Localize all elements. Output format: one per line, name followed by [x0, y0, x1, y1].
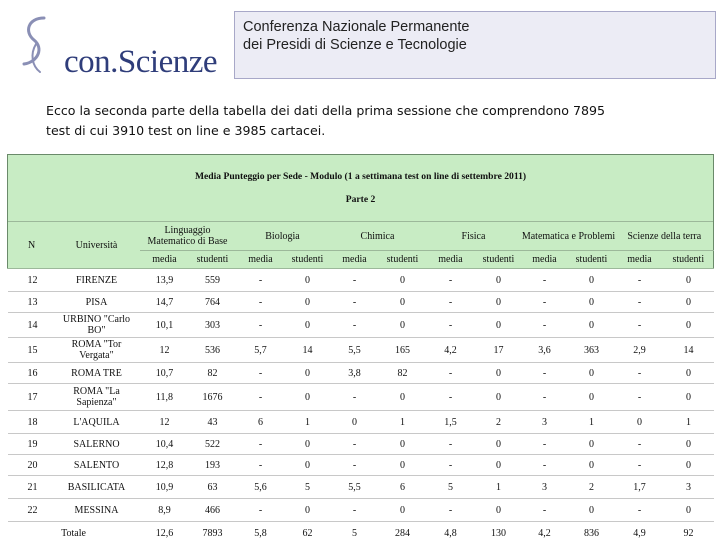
- cell-studenti: 14: [664, 338, 714, 363]
- cell-studenti: 0: [286, 363, 330, 384]
- cell-studenti: 165: [380, 338, 426, 363]
- table-row: [8, 476, 714, 499]
- logo-text: con.Scienze: [64, 44, 217, 81]
- cell-studenti: 1: [476, 476, 522, 499]
- results-table-container: [7, 154, 713, 544]
- table-title-row: [8, 155, 714, 222]
- intro-line-2: test di cui 3910 test on line e 3985 cartacei.: [46, 121, 666, 141]
- cell-studenti: 0: [568, 384, 616, 411]
- cell-studenti: 0: [286, 499, 330, 522]
- table-row: [8, 269, 714, 292]
- sub-header-studenti: studenti: [568, 251, 616, 269]
- cell-total-media: 4,8: [426, 522, 476, 544]
- table-total-row: [8, 522, 714, 544]
- cell-studenti: 0: [476, 434, 522, 455]
- cell-media: 6: [236, 411, 286, 434]
- cell-media: -: [236, 292, 286, 313]
- col-group-linguaggio: Linguaggio Matematico di Base: [140, 222, 236, 251]
- cell-media: 8,9: [140, 499, 190, 522]
- cell-studenti: 0: [286, 455, 330, 476]
- cell-total-media: 4,9: [616, 522, 664, 544]
- cell-studenti: 1: [380, 411, 426, 434]
- cell-studenti: 0: [568, 363, 616, 384]
- cell-n: 13: [8, 292, 54, 313]
- cell-studenti: 0: [286, 269, 330, 292]
- sub-header-studenti: studenti: [476, 251, 522, 269]
- cell-media: -: [616, 313, 664, 338]
- cell-studenti: 536: [190, 338, 236, 363]
- cell-studenti: 466: [190, 499, 236, 522]
- cell-studenti: 0: [476, 499, 522, 522]
- cell-media: -: [616, 363, 664, 384]
- cell-media: 10,7: [140, 363, 190, 384]
- cell-studenti: 43: [190, 411, 236, 434]
- col-group-scienze-terra: Scienze della terra: [616, 222, 714, 251]
- cell-studenti: 0: [664, 292, 714, 313]
- cell-n: 15: [8, 338, 54, 363]
- cell-media: -: [330, 499, 380, 522]
- cell-studenti: 0: [664, 269, 714, 292]
- cell-university: SALERNO: [54, 434, 140, 455]
- cell-media: -: [236, 434, 286, 455]
- cell-media: -: [426, 313, 476, 338]
- sub-header-media: media: [616, 251, 664, 269]
- table-title-cell: [8, 155, 714, 222]
- cell-n: 14: [8, 313, 54, 338]
- cell-studenti: 0: [664, 499, 714, 522]
- cell-media: -: [426, 455, 476, 476]
- cell-total-media: 5,8: [236, 522, 286, 544]
- cell-studenti: 5: [286, 476, 330, 499]
- logo: [14, 14, 224, 76]
- cell-studenti: 193: [190, 455, 236, 476]
- cell-studenti: 0: [286, 313, 330, 338]
- intro-text: [46, 101, 666, 141]
- cell-studenti: 303: [190, 313, 236, 338]
- cell-studenti: 82: [190, 363, 236, 384]
- cell-media: 5: [426, 476, 476, 499]
- results-table: [7, 154, 714, 544]
- table-subtitle: Parte 2: [8, 194, 713, 205]
- header-box: [234, 11, 716, 79]
- cell-studenti: 0: [380, 313, 426, 338]
- cell-media: -: [236, 384, 286, 411]
- sub-header-studenti: studenti: [664, 251, 714, 269]
- table-row: [8, 384, 714, 411]
- cell-studenti: 0: [476, 313, 522, 338]
- cell-n: 22: [8, 499, 54, 522]
- cell-studenti: 14: [286, 338, 330, 363]
- cell-media: -: [616, 269, 664, 292]
- cell-media: -: [330, 455, 380, 476]
- cell-studenti: 0: [568, 434, 616, 455]
- cell-media: 3: [522, 476, 568, 499]
- cell-studenti: 3: [664, 476, 714, 499]
- cell-media: 1,5: [426, 411, 476, 434]
- cell-total-media: 4,2: [522, 522, 568, 544]
- cell-studenti: 0: [568, 269, 616, 292]
- sub-header-studenti: studenti: [286, 251, 330, 269]
- table-row: [8, 313, 714, 338]
- cell-media: -: [236, 455, 286, 476]
- cell-media: -: [330, 292, 380, 313]
- cell-media: -: [616, 384, 664, 411]
- col-group-biologia: Biologia: [236, 222, 330, 251]
- cell-media: -: [522, 434, 568, 455]
- cell-studenti: 0: [286, 434, 330, 455]
- cell-studenti: 0: [476, 269, 522, 292]
- cell-media: -: [236, 313, 286, 338]
- cell-media: -: [522, 384, 568, 411]
- cell-studenti: 0: [568, 313, 616, 338]
- cell-studenti: 0: [380, 434, 426, 455]
- cell-media: -: [330, 384, 380, 411]
- cell-total-studenti: 130: [476, 522, 522, 544]
- cell-media: 0: [330, 411, 380, 434]
- cell-media: -: [426, 499, 476, 522]
- cell-total-media: 5: [330, 522, 380, 544]
- cell-media: 5,5: [330, 338, 380, 363]
- cell-studenti: 0: [476, 455, 522, 476]
- cell-studenti: 363: [568, 338, 616, 363]
- cell-university: URBINO "Carlo BO": [54, 313, 140, 338]
- cell-media: -: [426, 384, 476, 411]
- cell-n: 19: [8, 434, 54, 455]
- cell-studenti: 0: [380, 499, 426, 522]
- cell-media: -: [522, 292, 568, 313]
- sub-header-media: media: [330, 251, 380, 269]
- table-row: [8, 363, 714, 384]
- cell-university: MESSINA: [54, 499, 140, 522]
- cell-media: 0: [616, 411, 664, 434]
- cell-studenti: 0: [664, 384, 714, 411]
- cell-media: 10,9: [140, 476, 190, 499]
- cell-media: -: [616, 499, 664, 522]
- cell-studenti: 2: [568, 476, 616, 499]
- cell-studenti: 82: [380, 363, 426, 384]
- cell-media: -: [522, 455, 568, 476]
- cell-media: 1,7: [616, 476, 664, 499]
- cell-media: -: [616, 292, 664, 313]
- cell-university: ROMA "Tor Vergata": [54, 338, 140, 363]
- cell-total-label: Totale: [8, 522, 140, 544]
- cell-studenti: 63: [190, 476, 236, 499]
- header-line-1: Conferenza Nazionale Permanente: [243, 18, 715, 36]
- cell-media: 5,6: [236, 476, 286, 499]
- cell-media: -: [426, 363, 476, 384]
- cell-total-studenti: 7893: [190, 522, 236, 544]
- cell-studenti: 1: [568, 411, 616, 434]
- cell-studenti: 6: [380, 476, 426, 499]
- cell-media: 4,2: [426, 338, 476, 363]
- cell-n: 21: [8, 476, 54, 499]
- col-group-chimica: Chimica: [330, 222, 426, 251]
- cell-media: 3,8: [330, 363, 380, 384]
- cell-studenti: 0: [476, 363, 522, 384]
- cell-studenti: 1: [664, 411, 714, 434]
- cell-studenti: 1: [286, 411, 330, 434]
- cell-university: SALENTO: [54, 455, 140, 476]
- sub-header-media: media: [140, 251, 190, 269]
- cell-studenti: 0: [476, 384, 522, 411]
- cell-media: -: [522, 269, 568, 292]
- cell-media: -: [236, 363, 286, 384]
- table-row: [8, 411, 714, 434]
- cell-media: -: [616, 434, 664, 455]
- cell-university: ROMA TRE: [54, 363, 140, 384]
- cell-media: 13,9: [140, 269, 190, 292]
- cell-n: 12: [8, 269, 54, 292]
- cell-studenti: 0: [286, 384, 330, 411]
- cell-media: 10,1: [140, 313, 190, 338]
- cell-media: 3: [522, 411, 568, 434]
- cell-university: ROMA "La Sapienza": [54, 384, 140, 411]
- cell-studenti: 0: [380, 384, 426, 411]
- col-header-n: N: [8, 222, 54, 269]
- cell-media: -: [330, 313, 380, 338]
- intro-line-1: Ecco la seconda parte della tabella dei dati della prima sessione che comprendono 7895: [46, 101, 666, 121]
- cell-media: 5,7: [236, 338, 286, 363]
- sub-header-media: media: [236, 251, 286, 269]
- cell-media: -: [330, 434, 380, 455]
- cell-media: 10,4: [140, 434, 190, 455]
- cell-studenti: 0: [568, 455, 616, 476]
- cell-media: -: [236, 269, 286, 292]
- cell-media: -: [426, 434, 476, 455]
- table-header-row: [8, 222, 714, 251]
- table-row: [8, 338, 714, 363]
- cell-media: 12: [140, 411, 190, 434]
- table-body: [8, 269, 714, 544]
- cell-n: 18: [8, 411, 54, 434]
- cell-media: 3,6: [522, 338, 568, 363]
- cell-n: 16: [8, 363, 54, 384]
- cell-media: -: [522, 363, 568, 384]
- table-row: [8, 434, 714, 455]
- cell-studenti: 0: [380, 269, 426, 292]
- cell-media: 5,5: [330, 476, 380, 499]
- cell-n: 17: [8, 384, 54, 411]
- cell-university: FIRENZE: [54, 269, 140, 292]
- cell-studenti: 1676: [190, 384, 236, 411]
- cell-media: 11,8: [140, 384, 190, 411]
- cell-studenti: 17: [476, 338, 522, 363]
- col-group-fisica: Fisica: [426, 222, 522, 251]
- cell-media: -: [522, 313, 568, 338]
- cell-total-studenti: 62: [286, 522, 330, 544]
- cell-studenti: 2: [476, 411, 522, 434]
- cell-studenti: 0: [664, 313, 714, 338]
- cell-university: BASILICATA: [54, 476, 140, 499]
- cell-media: 2,9: [616, 338, 664, 363]
- cell-studenti: 0: [664, 455, 714, 476]
- cell-university: PISA: [54, 292, 140, 313]
- cell-studenti: 0: [380, 455, 426, 476]
- cell-studenti: 559: [190, 269, 236, 292]
- table-row: [8, 292, 714, 313]
- cell-total-studenti: 836: [568, 522, 616, 544]
- col-header-university: Università: [54, 222, 140, 269]
- sub-header-media: media: [426, 251, 476, 269]
- table-title: Media Punteggio per Sede - Modulo (1 a settimana test on line di settembre 2011): [8, 171, 713, 182]
- cell-university: L'AQUILA: [54, 411, 140, 434]
- cell-media: -: [522, 499, 568, 522]
- cell-studenti: 0: [380, 292, 426, 313]
- cell-total-media: 12,6: [140, 522, 190, 544]
- cell-total-studenti: 92: [664, 522, 714, 544]
- cell-media: -: [236, 499, 286, 522]
- cell-media: -: [426, 269, 476, 292]
- cell-total-studenti: 284: [380, 522, 426, 544]
- cell-studenti: 0: [568, 292, 616, 313]
- cell-studenti: 0: [476, 292, 522, 313]
- cell-media: -: [330, 269, 380, 292]
- cell-media: 14,7: [140, 292, 190, 313]
- cell-studenti: 0: [286, 292, 330, 313]
- cell-media: 12: [140, 338, 190, 363]
- cell-studenti: 0: [568, 499, 616, 522]
- table-row: [8, 499, 714, 522]
- cell-studenti: 0: [664, 434, 714, 455]
- sub-header-studenti: studenti: [380, 251, 426, 269]
- table-row: [8, 455, 714, 476]
- cell-media: 12,8: [140, 455, 190, 476]
- cell-media: -: [426, 292, 476, 313]
- col-group-matematica: Matematica e Problemi: [522, 222, 616, 251]
- cell-media: -: [616, 455, 664, 476]
- header-line-2: dei Presidi di Scienze e Tecnologie: [243, 36, 715, 54]
- cell-studenti: 522: [190, 434, 236, 455]
- cell-studenti: 0: [664, 363, 714, 384]
- cell-studenti: 764: [190, 292, 236, 313]
- cell-n: 20: [8, 455, 54, 476]
- s-curve-icon: [14, 14, 60, 76]
- sub-header-studenti: studenti: [190, 251, 236, 269]
- sub-header-media: media: [522, 251, 568, 269]
